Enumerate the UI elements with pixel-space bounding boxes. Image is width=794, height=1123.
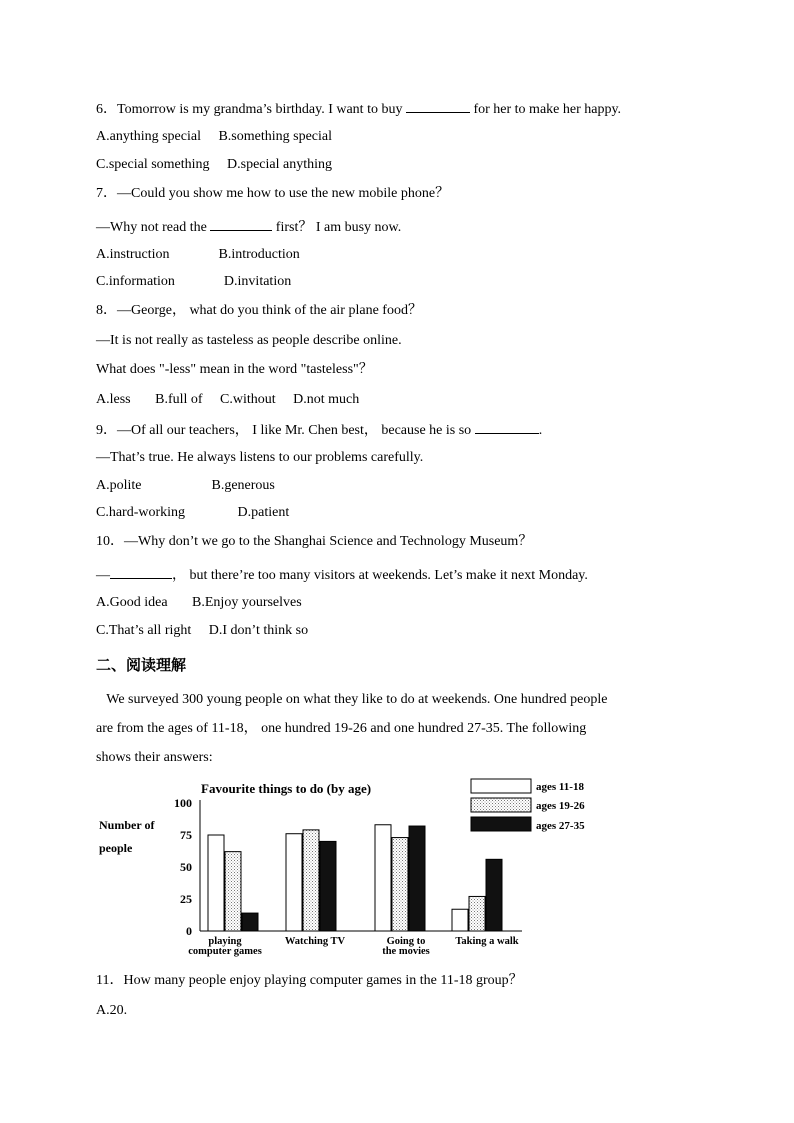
q9-stem-part1: 9．—Of all our teachers， I like Mr. Chen best， because he is so <box>96 423 475 438</box>
bar-ages-19-26-0 <box>225 852 241 931</box>
bar-ages-19-26-2 <box>392 838 408 931</box>
q8-options-line1: A.less B.full of C.without D.not much <box>96 392 360 407</box>
chart-ylabel-line1: Number of <box>99 818 155 832</box>
q9-stem-line2: —That’s true. He always listens to our problems carefully. <box>96 450 424 465</box>
q6-stem-part2: for her to make her happy. <box>469 102 622 117</box>
q10-options-line1: A.Good idea B.Enjoy yourselves <box>96 595 302 610</box>
y-tick-label: 100 <box>174 796 192 810</box>
bar-ages-19-26-1 <box>303 830 319 931</box>
bar-ages-27-35-2 <box>409 826 425 931</box>
y-tick-label: 50 <box>180 860 192 874</box>
q9-options-line2: C.hard-working D.patient <box>96 505 290 520</box>
question-8-stem: 8．—George， what do you think of the air plane food？ <box>96 303 422 318</box>
section-title: 二、阅读理解 <box>96 656 187 674</box>
q7-options-line1: A.instruction B.introduction <box>96 247 300 262</box>
passage-line-2: are from the ages of 11-18， one hundred 19-26 and one hundred 27-35. The following <box>96 721 587 736</box>
q9-options-line1: A.polite B.generous <box>96 478 275 493</box>
q9-blank <box>475 419 539 434</box>
passage-line-1: We surveyed 300 young people on what they like to do at weekends. One hundred people <box>96 692 608 707</box>
bar-ages-19-26-3 <box>469 896 485 931</box>
q6-options-line1: A.anything special B.something special <box>96 129 333 144</box>
legend-swatch-11-18 <box>471 779 531 793</box>
x-category-label: Taking a walk <box>455 936 519 947</box>
x-category-label: computer games <box>188 946 262 957</box>
legend-swatch-27-35 <box>471 817 531 831</box>
q6-stem-part1: 6．Tomorrow is my grandma’s birthday. I want to buy <box>96 102 406 117</box>
legend-label-27-35: ages 27-35 <box>536 820 585 832</box>
question-9-stem <box>96 419 542 440</box>
bar-ages-11-18-0 <box>208 835 224 931</box>
question-6-stem <box>96 98 621 119</box>
q7-stem-line2 <box>96 216 401 237</box>
bar-ages-11-18-2 <box>375 825 391 931</box>
x-category-label: playing <box>208 936 242 947</box>
question-7-stem: 7．—Could you show me how to use the new mobile phone？ <box>96 186 450 201</box>
q7-stem2-part1: —Why not read the <box>96 220 211 235</box>
q10-stem-line2 <box>96 564 588 585</box>
y-tick-label: 25 <box>180 892 192 906</box>
q8-stem-line3: What does "-less" mean in the word "tasteless"？ <box>96 362 373 377</box>
question-11-stem: 11．How many people enjoy playing computer games in the 11-18 group？ <box>96 973 523 988</box>
bar-ages-27-35-1 <box>320 841 336 931</box>
passage-line-3: shows their answers: <box>96 750 213 765</box>
bar-ages-11-18-1 <box>286 834 302 931</box>
q7-stem2-part2: first？ I am busy now. <box>272 220 402 235</box>
bar-ages-27-35-3 <box>486 859 502 931</box>
legend-swatch-19-26 <box>471 798 531 812</box>
q10-blank <box>110 564 172 579</box>
chart-title: Favourite things to do (by age) <box>201 781 372 796</box>
y-tick-label: 75 <box>180 828 192 842</box>
x-category-label: Going to <box>386 936 426 947</box>
q8-stem-line2: —It is not really as tasteless as people describe online. <box>96 333 402 348</box>
q9-stem-part2: . <box>538 423 543 438</box>
y-tick-label: 0 <box>186 924 192 938</box>
q10-stem2-part1: — <box>96 568 110 583</box>
q10-options-line2: C.That’s all right D.I don’t think so <box>96 623 309 638</box>
q11-option-a: A.20. <box>96 1003 128 1018</box>
x-category-label: Watching TV <box>284 936 346 947</box>
q10-stem2-part2: ， but there’re too many visitors at weekends. Let’s make it next Monday. <box>172 568 588 583</box>
q7-blank <box>210 216 272 231</box>
legend-label-11-18: ages 11-18 <box>536 781 584 793</box>
bar-ages-27-35-0 <box>242 913 258 931</box>
bar-chart <box>0 770 794 962</box>
q7-options-line2: C.information D.invitation <box>96 274 292 289</box>
chart-ylabel-line2: people <box>99 841 133 855</box>
bar-ages-11-18-3 <box>452 909 468 931</box>
question-10-stem: 10．—Why don’t we go to the Shanghai Science and Technology Museum？ <box>96 534 533 549</box>
q6-options-line2: C.special something D.special anything <box>96 157 333 172</box>
q6-blank <box>406 98 470 113</box>
x-category-label: the movies <box>382 946 430 957</box>
legend-label-19-26: ages 19-26 <box>536 800 585 812</box>
